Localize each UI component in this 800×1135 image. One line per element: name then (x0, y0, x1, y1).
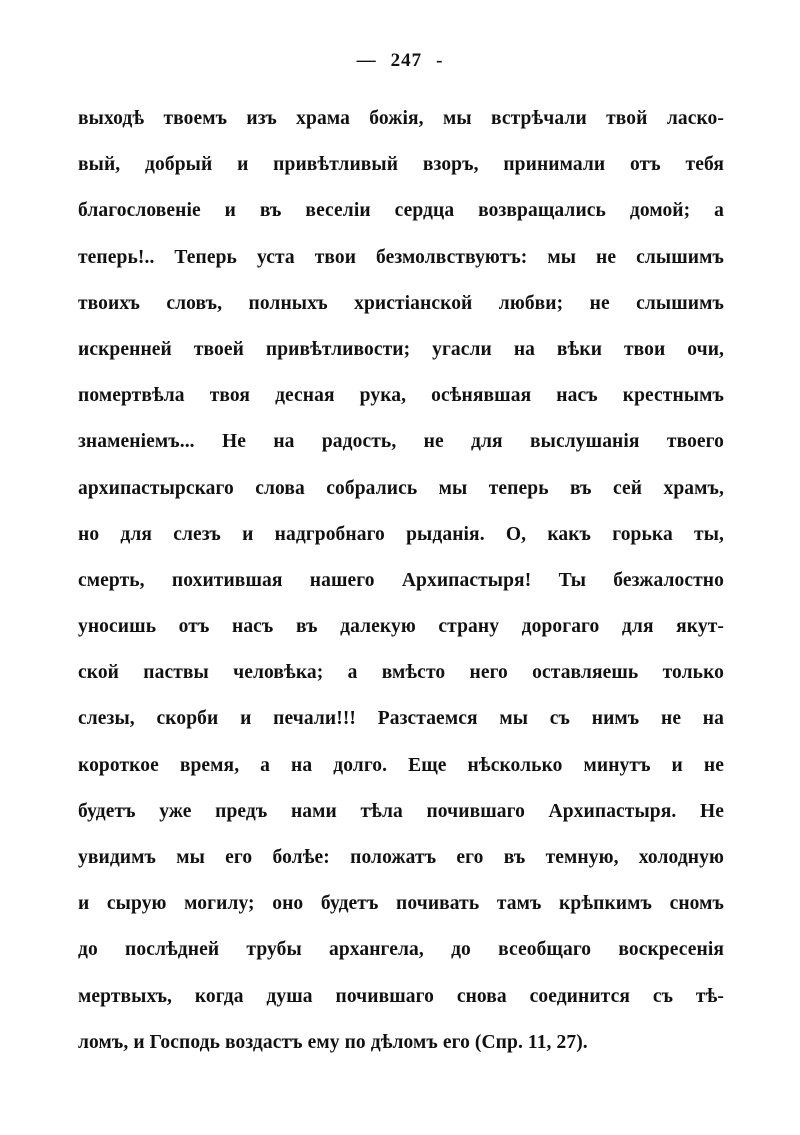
page-number-suffix: - (436, 50, 444, 71)
text-line: помертвѣла твоя десная рука, осѣнявшая насъ крестнымъ (78, 385, 724, 407)
text-line: выходѣ твоемъ изъ храма божія, мы встрѣчали твой ласко- (78, 108, 724, 129)
text-line: до послѣдней трубы архангела, до всеобщаго воскресенія (78, 939, 724, 961)
text-line: и сырую могилу; оно будетъ почивать тамъ крѣпкимъ сномъ (78, 893, 724, 915)
text-line: мертвыхъ, когда душа почившаго снова соединится съ тѣ- (78, 985, 724, 1007)
text-line: короткое время, а на долго. Еще нѣсколько минутъ и не (78, 754, 724, 776)
page-number-header (0, 50, 800, 72)
text-line: увидимъ мы его болѣе: положатъ его въ темную, холодную (78, 847, 724, 868)
text-line: вый, добрый и привѣтливый взоръ, принимали отъ тебя (78, 154, 724, 176)
text-line: но для слезъ и надгробнаго рыданія. О, какъ горька ты, (78, 523, 724, 545)
text-line: архипастырскаго слова собрались мы теперь въ сей храмъ, (78, 477, 724, 499)
text-line: твоихъ словъ, полныхъ христіанской любви; не слышимъ (78, 292, 724, 314)
text-line: уносишь отъ насъ въ далекую страну дорогаго для якут- (78, 616, 724, 638)
page-number: 247 (390, 50, 423, 71)
text-line: теперь!.. Теперь уста твои безмолвствуютъ: мы не слышимъ (78, 246, 724, 268)
text-line: ломъ, и Господь воздастъ ему по дѣломъ его (Спр. 11, 27). (78, 1031, 588, 1053)
text-line: знаменіемъ... Не на радость, не для выслушанія твоего (78, 431, 724, 453)
text-line: слезы, скорби и печали!!! Разстаемся мы съ нимъ не на (78, 708, 724, 730)
text-line: ской паствы человѣка; а вмѣсто него оставляешь только (78, 662, 724, 684)
text-line: благословеніе и въ веселіи сердца возвращались домой; а (78, 200, 724, 222)
text-line: искренней твоей привѣтливости; угасли на вѣки твои очи, (78, 338, 724, 360)
text-line: смерть, похитившая нашего Архипастыря! Ты безжалостно (78, 569, 724, 591)
body-text (78, 102, 724, 1072)
page-number-dash: — (356, 50, 377, 71)
text-line: будетъ уже предъ нами тѣла почившаго Архипастыря. Не (78, 800, 724, 822)
